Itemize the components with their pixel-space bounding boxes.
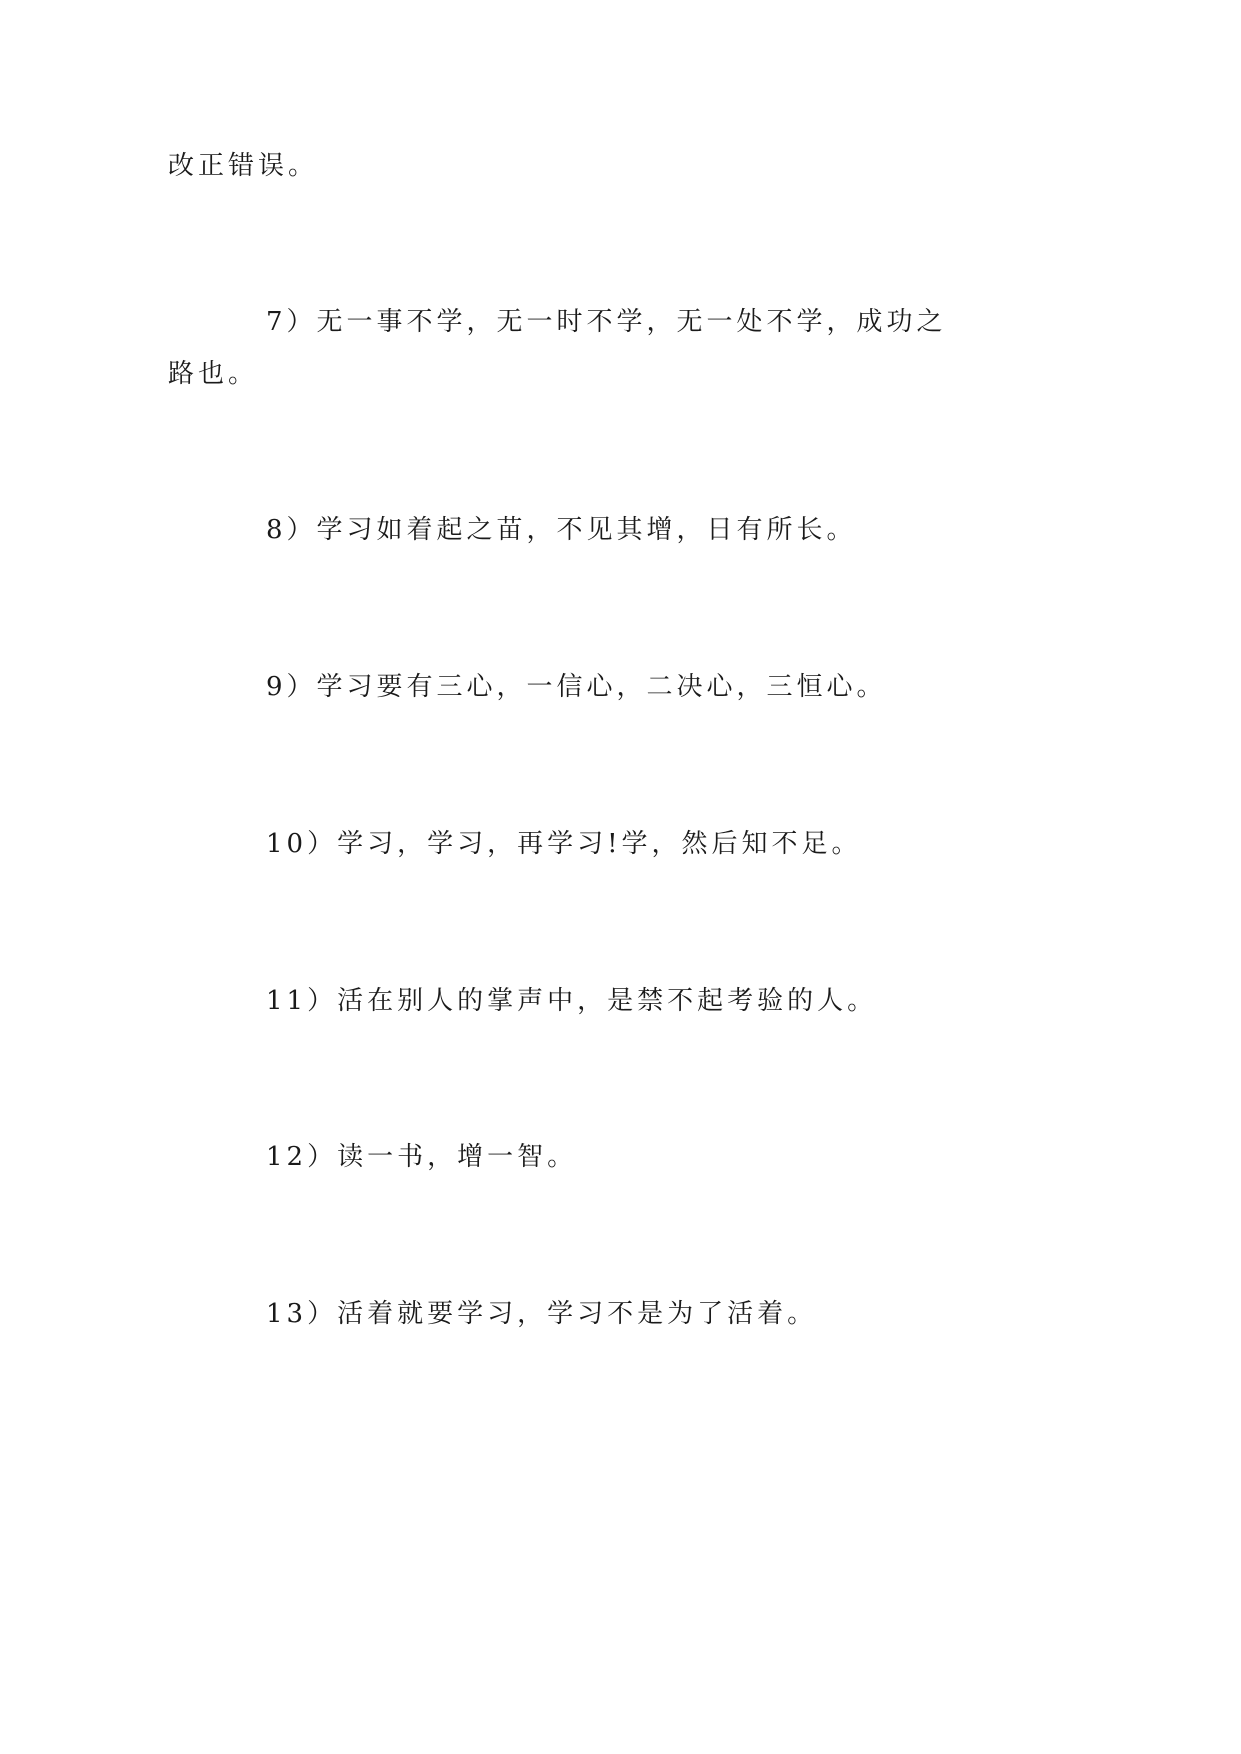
quote-13: 13）活着就要学习，学习不是为了活着。: [266, 1299, 818, 1329]
quote-7-line-1: 7）无一事不学，无一时不学，无一处不学，成功之: [266, 307, 947, 337]
quote-10: 10）学习，学习，再学习!学，然后知不足。: [266, 829, 862, 859]
quote-12: 12）读一书，增一智。: [266, 1142, 578, 1172]
quote-8: 8）学习如着起之苗，不见其增，日有所长。: [266, 515, 857, 545]
quote-9: 9）学习要有三心，一信心，二决心，三恒心。: [266, 672, 887, 702]
quote-7-line-2: 路也。: [168, 359, 259, 389]
quote-11: 11）活在别人的掌声中，是禁不起考验的人。: [266, 986, 878, 1016]
paragraph-continuation-line: 改正错误。: [168, 151, 319, 181]
